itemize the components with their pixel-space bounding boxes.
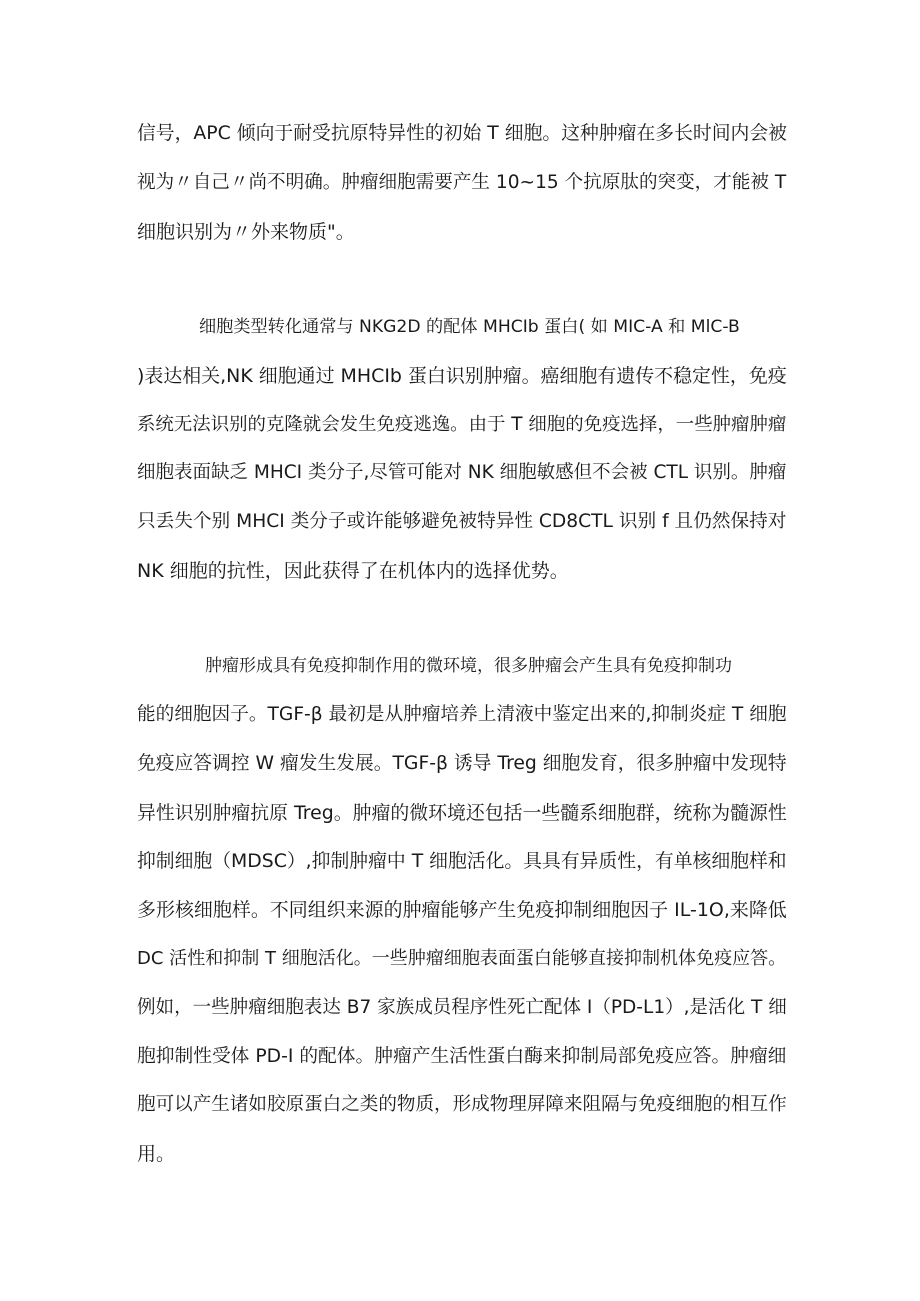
text-line: 信号，APC 倾向于耐受抗原特异性的初始 T 细胞。这种肿瘤在多长时间内会被 bbox=[137, 123, 787, 144]
text-line: 能的细胞因子。TGF-β 最初是从肿瘤培养上清液中鉴定出来的,抑制炎症 T 细胞 bbox=[137, 704, 787, 725]
text-line: 免疫应答调控 W 瘤发生发展。TGF-β 诱导 Treg 细胞发育，很多肿瘤中发现特 bbox=[137, 753, 787, 774]
text-line: 细胞识别为〃外来物质"。 bbox=[137, 221, 355, 243]
text-line: 异性识别肿瘤抗原 Treg。肿瘤的微环境还包括一些髓系细胞群，统称为髓源性 bbox=[137, 802, 787, 824]
text-line: 只丢失个别 MHCI 类分子或许能够避免被特异性 CD8CTL 识别 f 且仍然保持对 bbox=[137, 511, 787, 532]
text-line: 胞抑制性受体 PD-I 的配体。肿瘤产生活性蛋白酶来抑制局部免疫应答。肿瘤细 bbox=[137, 1046, 787, 1067]
text-line: 细胞类型转化通常与 NKG2D 的配体 MHCIb 蛋白( 如 MIC-A 和 MlC-B bbox=[199, 317, 740, 337]
text-line: 例如，一些肿瘤细胞表达 B7 家族成员程序性死亡配体 I（PD-L1）,是活化 T 细 bbox=[137, 997, 787, 1018]
text-line: )表达相关,NK 细胞通过 MHCIb 蛋白识别肿瘤。癌细胞有遗传不稳定性，免疫 bbox=[137, 365, 787, 387]
text-line: 系统无法识别的克隆就会发生免疫逃逸。由于 T 细胞的免疫选择，一些肿瘤肿瘤 bbox=[137, 414, 787, 435]
text-line: 视为〃自己〃尚不明确。肿瘤细胞需要产生 10~15 个抗原肽的突变，才能被 T bbox=[137, 172, 787, 193]
text-line: 用。 bbox=[137, 1143, 176, 1165]
text-line: NK 细胞的抗性，因此获得了在机体内的选择优势。 bbox=[137, 560, 569, 582]
text-line: 多形核细胞样。不同组织来源的肿瘤能够产生免疫抑制细胞因子 IL-1O,来降低 bbox=[137, 899, 787, 921]
text-line: 细胞表面缺乏 MHCI 类分子,尽管可能对 NK 细胞敏感但不会被 CTL 识别。肿瘤 bbox=[137, 462, 787, 483]
text-line: 肿瘤形成具有免疫抑制作用的微环境，很多肿瘤会产生具有免疫抑制功 bbox=[205, 656, 732, 676]
text-line: DC 活性和抑制 T 细胞活化。一些肿瘤细胞表面蛋白能够直接抑制机体免疫应答。 bbox=[137, 948, 787, 969]
text-line: 胞可以产生诸如胶原蛋白之类的物质，形成物理屏障来阻隔与免疫细胞的相互作 bbox=[137, 1094, 787, 1115]
text-line: 抑制细胞（MDSC）,抑制肿瘤中 T 细胞活化。具具有异质性，有单核细胞样和 bbox=[137, 851, 787, 872]
